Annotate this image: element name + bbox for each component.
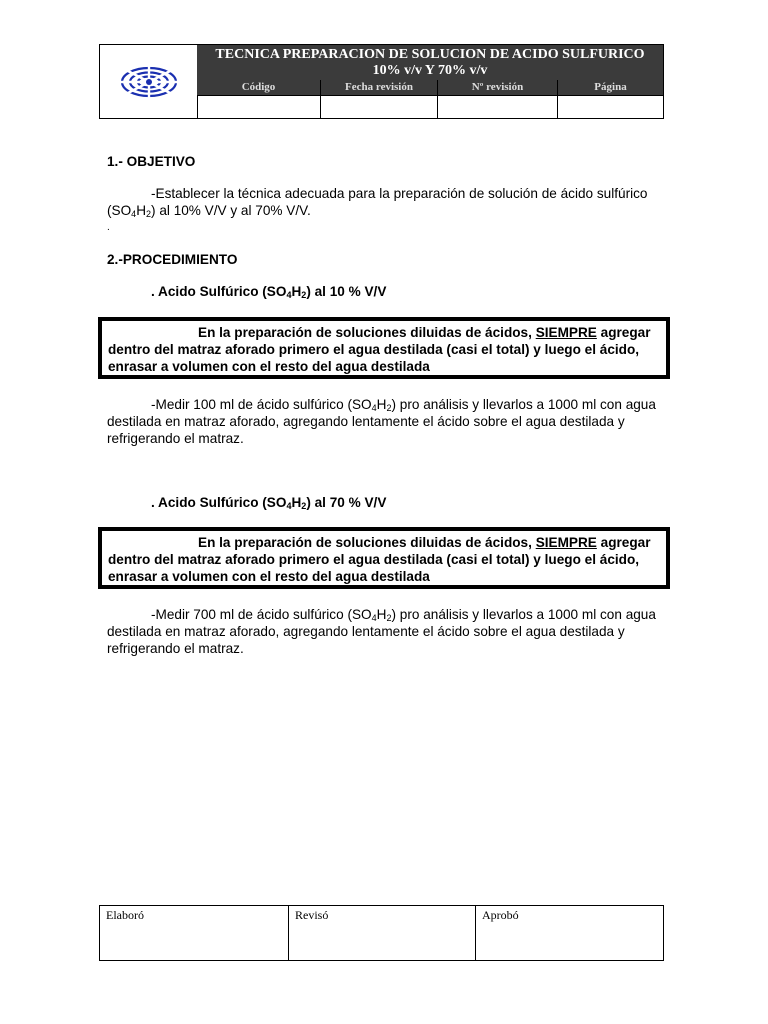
document-title xyxy=(197,45,663,80)
warning-text-b: agregar dentro del matraz aforado primero el agua destilada (casi el total) y luego el ácido, enrasar a volumen con el resto del agua destilada xyxy=(108,535,651,584)
reviso-label: Revisó xyxy=(295,908,329,922)
formula-sub-2: 2 xyxy=(146,209,152,219)
sub1-text-a: . Acido Sulfúrico (SO xyxy=(151,284,287,299)
warning-box-70 xyxy=(98,527,670,589)
procedimiento-heading: 2.-PROCEDIMIENTO xyxy=(107,252,238,267)
header-table xyxy=(99,44,664,119)
warning-box-10 xyxy=(98,317,670,379)
signature-table xyxy=(99,905,664,961)
formula-sub-2: 2 xyxy=(386,403,392,413)
formula-sub-2: 2 xyxy=(386,613,392,623)
subsection-10-heading xyxy=(107,283,667,300)
warning-text-a: En la preparación de soluciones diluidas de ácidos, xyxy=(198,325,536,340)
sub2-text-b: ) al 70 % V/V xyxy=(306,495,387,510)
formula-sub-2: 2 xyxy=(301,501,307,511)
formula-sub-4: 4 xyxy=(131,209,137,219)
sub1-text-b: ) al 10 % V/V xyxy=(306,284,387,299)
aprobo-label: Aprobó xyxy=(482,908,519,922)
value-numero-revision xyxy=(438,96,558,118)
formula-sub-4: 4 xyxy=(286,501,292,511)
warning-siempre: SIEMPRE xyxy=(535,325,597,340)
formula-h: H xyxy=(291,495,302,510)
formula-sub-4: 4 xyxy=(286,290,292,300)
aprobo-cell xyxy=(476,906,663,960)
procedure-paragraph-10 xyxy=(107,396,662,447)
formula-sub-4: 4 xyxy=(371,403,377,413)
column-numero-revision: Nº revisión xyxy=(438,80,558,95)
formula-h: H xyxy=(136,203,147,218)
value-fecha-revision xyxy=(321,96,438,118)
title-line-2: 10% v/v Y 70% v/v xyxy=(372,63,488,78)
warning-text-a: En la preparación de soluciones diluidas de ácidos, xyxy=(198,535,536,550)
objetivo-text-b: ) al 10% V/V y al 70% V/V. xyxy=(151,203,311,218)
formula-sub-4: 4 xyxy=(371,613,377,623)
reviso-cell xyxy=(289,906,476,960)
header-columns xyxy=(197,80,663,95)
formula-h: H xyxy=(291,284,302,299)
warning-siempre: SIEMPRE xyxy=(535,535,597,550)
formula-h: H xyxy=(376,397,387,412)
formula-sub-2: 2 xyxy=(301,290,307,300)
value-pagina xyxy=(558,96,663,118)
objetivo-paragraph xyxy=(107,185,662,219)
objetivo-dot: . xyxy=(107,222,110,233)
formula-h: H xyxy=(376,607,387,622)
company-logo-icon xyxy=(118,62,180,102)
sub2-text-a: . Acido Sulfúrico (SO xyxy=(151,495,287,510)
p1-text-a: -Medir 100 ml de ácido sulfúrico (SO xyxy=(151,397,372,412)
objetivo-text-a: -Establecer la técnica adecuada para la preparación de solución de ácido sulfúrico (SO xyxy=(107,186,648,218)
subsection-70-heading xyxy=(107,494,667,511)
elaboro-label: Elaboró xyxy=(106,908,144,922)
column-fecha-revision: Fecha revisión xyxy=(321,80,438,95)
column-pagina: Página xyxy=(594,81,627,93)
value-codigo xyxy=(197,96,321,118)
column-codigo: Código xyxy=(197,80,321,95)
title-line-1: TECNICA PREPARACION DE SOLUCION DE ACIDO SULFURICO xyxy=(215,47,645,62)
logo-cell xyxy=(100,45,198,118)
header-values-row xyxy=(197,95,663,118)
p2-text-b: ) pro análisis y llevarlos a 1000 ml con agua destilada en matraz aforado, agregando lentamente el ácido sobre el agua destilada y refrigerando el matraz. xyxy=(107,607,656,656)
objetivo-heading: 1.- OBJETIVO xyxy=(107,154,196,169)
procedure-paragraph-70 xyxy=(107,606,662,657)
elaboro-cell xyxy=(100,906,289,960)
p1-text-b: ) pro análisis y llevarlos a 1000 ml con agua destilada en matraz aforado, agregando lentamente el ácido sobre el agua destilada y refrigerando el matraz. xyxy=(107,397,656,446)
warning-text-b: agregar dentro del matraz aforado primero el agua destilada (casi el total) y luego el ácido, enrasar a volumen con el resto del agua destilada xyxy=(108,325,651,374)
p2-text-a: -Medir 700 ml de ácido sulfúrico (SO xyxy=(151,607,372,622)
